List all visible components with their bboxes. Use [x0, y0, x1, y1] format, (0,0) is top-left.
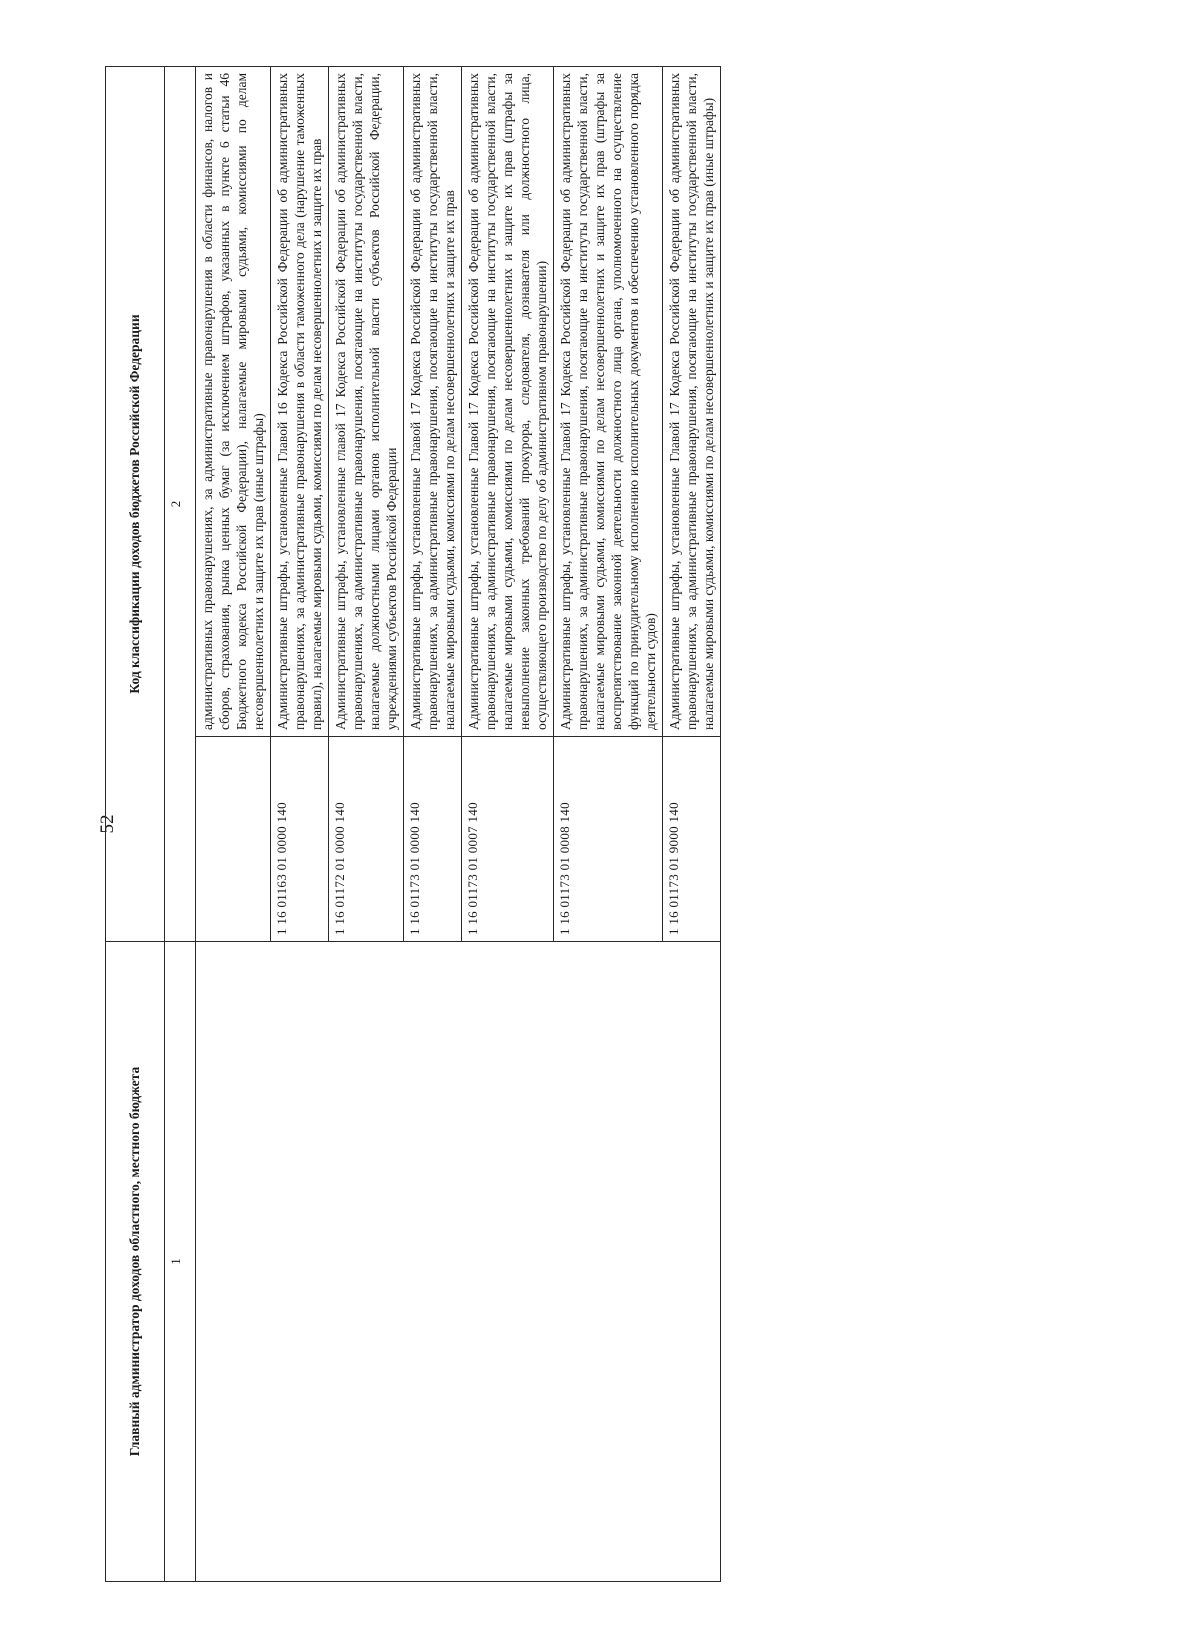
row-code: 1 16 01163 01 0000 140: [271, 737, 329, 942]
row-description: административных правонарушениях, за административные правонарушения в области финансов, налогов и сборов, страхования, рынка ценных бумаг (за исключением штрафов, указанных в пункте 6 статьи 46 Бюджетного кодекса Российской Федерации), налагаемые мировыми судьями, комиссиями по делам несовершеннолетних и защите их прав (иные штрафы): [196, 66, 271, 736]
row-description: Административные штрафы, установленные Главой 17 Кодекса Российской Федерации об административных правонарушениях, за административные правонарушения, посягающие на институты государственной власти, налагаемые мировыми судьями, комиссиями по делам несовершеннолетних и защите их прав: [404, 66, 462, 736]
header-admin: Главный администратор доходов областного, местного бюджета: [106, 942, 165, 1582]
row-description: Административные штрафы, установленные Главой 17 Кодекса Российской Федерации об административных правонарушениях, за административные правонарушения, посягающие на институты государственной власти, налагаемые мировыми судьями, комиссиями по делам несовершеннолетних и защите их прав (иные штрафы): [663, 66, 721, 736]
admin-cell: [196, 942, 721, 1582]
revenue-classification-table: [105, 66, 721, 1582]
header-code: Код классификации доходов бюджетов Российской Федерации: [106, 66, 165, 941]
table-row: [196, 66, 271, 1581]
column-number-1: 1: [165, 942, 196, 1582]
row-code: 1 16 01173 01 9000 140: [663, 737, 721, 942]
row-description: Административные штрафы, установленные главой 17 Кодекса Российской Федерации об административных правонарушениях, за административные правонарушения, посягающие на институты государственной власти, налагаемые должностными лицами органов исполнительной власти субъектов Российской Федерации, учреждениями субъектов Российской Федерации: [329, 66, 404, 736]
row-description: Административные штрафы, установленные Главой 16 Кодекса Российской Федерации об административных правонарушениях, за административные правонарушения в области таможенного дела (нарушение таможенных правил), налагаемые мировыми судьями, комиссиями по делам несовершеннолетних и защите их прав: [271, 66, 329, 736]
row-code: [196, 737, 271, 942]
column-number-row: [165, 66, 196, 1581]
table-header-row: [106, 66, 165, 1581]
row-code: 1 16 01173 01 0000 140: [404, 737, 462, 942]
row-description: Административные штрафы, установленные Главой 17 Кодекса Российской Федерации об административных правонарушениях, за административные правонарушения, посягающие на институты государственной власти, налагаемые мировыми судьями, комиссиями по делам несовершеннолетних и защите их прав (штрафы за воспрепятствование законной деятельности должностного лица органа, уполномоченного на осуществление функций по принудительному исполнению исполнительных документов и обеспечению установленного порядка деятельности судов): [554, 66, 663, 736]
rotated-table-stage: [105, 67, 1090, 1582]
row-description: Административные штрафы, установленные Главой 17 Кодекса Российской Федерации об административных правонарушениях, за административные правонарушения, посягающие на институты государственной власти, налагаемые мировыми судьями, комиссиями по делам несовершеннолетних и защите их прав (штрафы за невыполнение законных требований прокурора, следователя, дознавателя или должностного лица, осуществляющего производство по делу об административном правонарушении): [462, 66, 554, 736]
page-number: 52: [97, 814, 118, 834]
row-code: 1 16 01173 01 0008 140: [554, 737, 663, 942]
row-code: 1 16 01172 01 0000 140: [329, 737, 404, 942]
column-number-2: 2: [165, 66, 196, 941]
row-code: 1 16 01173 01 0007 140: [462, 737, 554, 942]
